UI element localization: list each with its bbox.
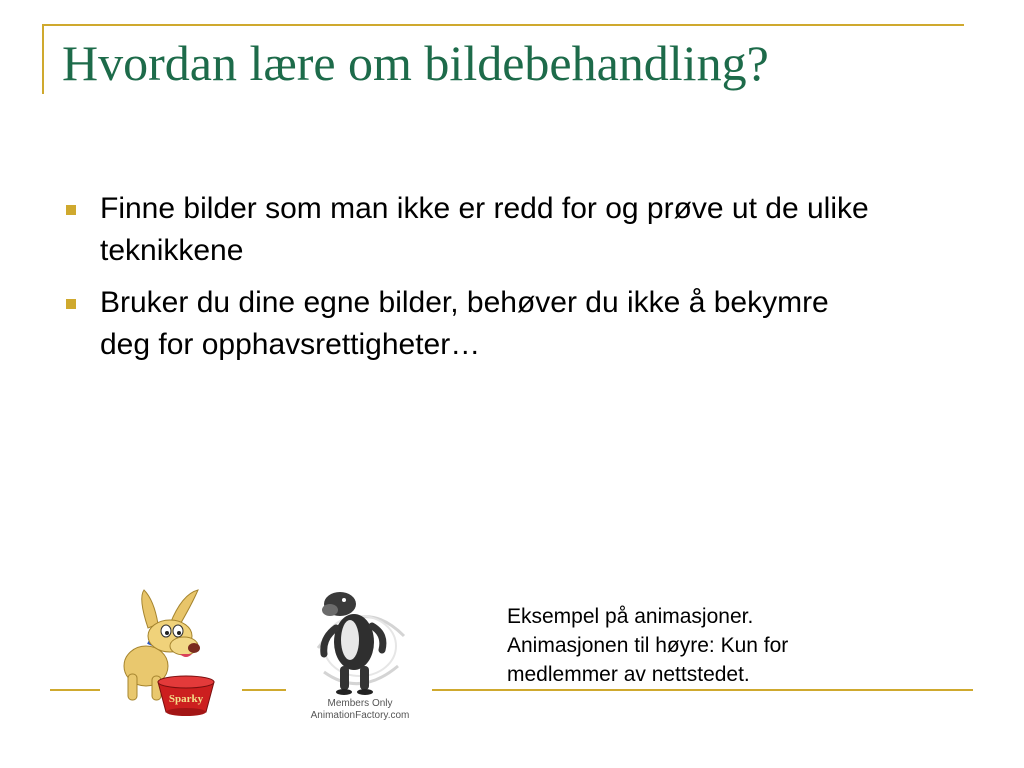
footer-rule-segment [242,689,286,691]
title-frame-left-line [42,24,44,94]
bullet-text: Finne bilder som man ikke er redd for og prøve ut de ulike teknikkene [100,192,869,267]
footer-rule-segment [432,689,973,691]
title-frame-top-line [42,24,964,26]
dancing-animal-animation-image [300,588,420,700]
slide-title: Hvordan lære om bildebehandling? [62,35,769,91]
bullet-text: Bruker du dine egne bilder, behøver du ikke å bekymre deg for opphavsrettigheter… [100,286,829,361]
animation-caption: Eksempel på animasjoner. Animasjonen til høyre: Kun for medlemmer av nettstedet. [507,605,789,686]
animation-watermark [300,698,420,722]
bullet-list [62,188,882,376]
bullet-item [62,282,882,366]
footer-rule-segment [50,689,100,691]
square-bullet-icon [66,299,76,309]
watermark-line: AnimationFactory.com [310,710,410,721]
dog-bowl-label: Sparky [168,693,204,705]
dog-animation-image [108,584,218,720]
bullet-item [62,188,882,272]
square-bullet-icon [66,205,76,215]
watermark-line: Members Only [327,698,393,709]
